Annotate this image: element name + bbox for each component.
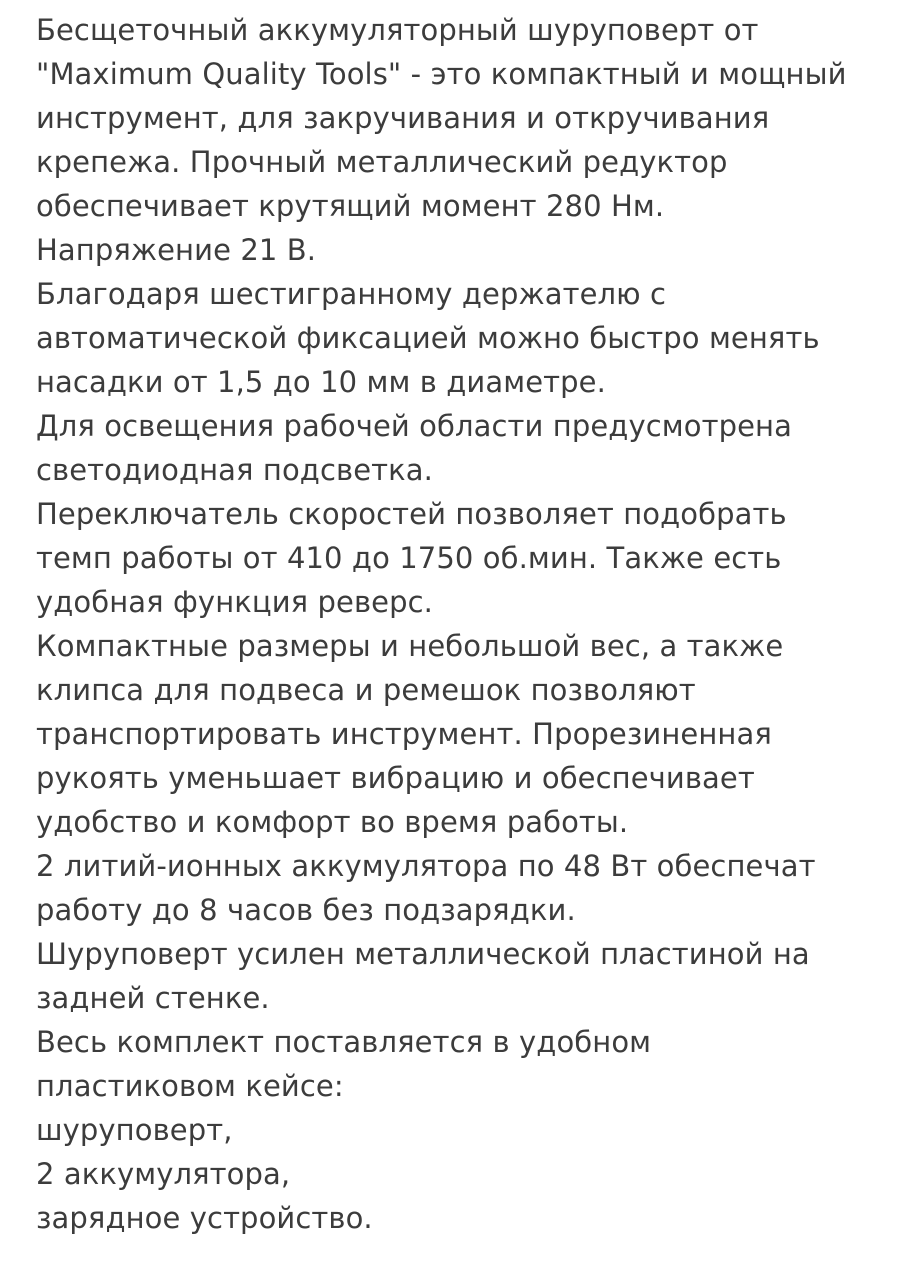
description-paragraph-2: Благодаря шестигранному держателю с автоматической фиксацией можно быстро менять насадки от 1,5 до 10 мм в диаметре. <box>36 277 820 399</box>
description-paragraph-4: Переключатель скоростей позволяет подобрать темп работы от 410 до 1750 об.мин. Также есть удобная функция реверс. <box>36 497 787 619</box>
description-paragraph-7: Шуруповерт усилен металлической пластиной на задней стенке. <box>36 937 810 1015</box>
description-paragraph-3: Для освещения рабочей области предусмотрена светодиодная подсветка. <box>36 409 792 487</box>
description-paragraph-1: Бесщеточный аккумуляторный шуруповерт от "Maximum Quality Tools" - это компактный и мощный инструмент, для закручивания и откручивания крепежа. Прочный металлический редуктор обеспечивает крутящий момент 280 Нм. Напряжение 21 В. <box>36 13 847 267</box>
kit-item-3: зарядное устройство. <box>36 1201 373 1235</box>
description-paragraph-5: Компактные размеры и небольшой вес, а также клипса для подвеса и ремешок позволяют транспортировать инструмент. Прорезиненная рукоять уменьшает вибрацию и обеспечивает удобство и комфорт во время работы. <box>36 629 784 839</box>
kit-item-2: 2 аккумулятора, <box>36 1157 291 1191</box>
kit-item-1: шуруповерт, <box>36 1113 233 1147</box>
product-description-block <box>36 8 859 1240</box>
description-paragraph-8: Весь комплект поставляется в удобном пластиковом кейсе: <box>36 1025 652 1103</box>
description-paragraph-6: 2 литий-ионных аккумулятора по 48 Вт обеспечат работу до 8 часов без подзарядки. <box>36 849 816 927</box>
